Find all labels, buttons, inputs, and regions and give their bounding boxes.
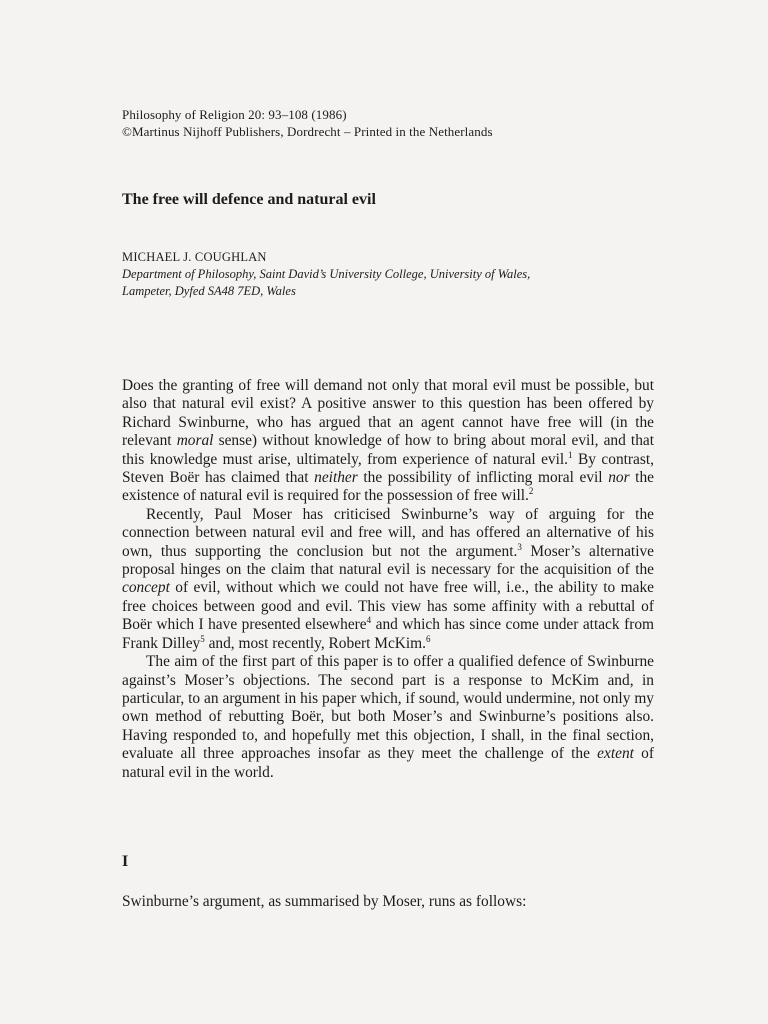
footnote-ref: 3	[517, 541, 522, 552]
text-run: the existence of natural evil is required for the possession of free will.	[122, 469, 654, 505]
text-run: of evil, without which we could not have free will, i.e., the ability to make free choices between good and evil. This view has some affinity with a rebuttal of Boër which I have presented elsewhere	[122, 579, 654, 634]
paragraph-3	[122, 653, 654, 782]
emphasis: moral	[176, 432, 214, 450]
text-run: Does the granting of free will demand not only that moral evil must be possible, but also that natural evil exist? A positive answer to this question has been offered by Richard Swinburne, who has argued that an agent cannot have free will (in the relevant	[122, 377, 654, 450]
publisher-line: ©Martinus Nijhoff Publishers, Dordrecht – Printed in the Netherlands	[122, 124, 493, 139]
text-run: The aim of the first part of this paper is to offer a qualified defence of Swinburne against’s Moser’s objections. The second part is a response to McKim and, in particular, to an argument in his paper which, if sound, would undermine, not only my own method of rebutting Boër, but both Moser’s and Swinburne’s positions also. Having responded to, and hopefully met this objection, I shall, in the final section, evaluate all three approaches insofar as they meet the challenge of the	[122, 653, 654, 763]
author-block	[122, 249, 530, 300]
text-run: Moser’s alternative proposal hinges on the claim that natural evil is necessary for the acquisition of the	[122, 542, 654, 579]
article-title: The free will defence and natural evil	[122, 191, 376, 208]
section-lead-sentence: Swinburne’s argument, as summarised by Moser, runs as follows:	[122, 893, 527, 910]
author-affiliation-line1: Department of Philosophy, Saint David’s University College, University of Wales,	[122, 267, 531, 281]
footnote-ref: 4	[366, 615, 372, 626]
text-run: sense) without knowledge of how to bring about moral evil, and that this knowledge must arise, ultimately, from experience of natural evil.	[122, 432, 654, 468]
text-run: and which has since come under attack from Frank Dilley	[122, 616, 654, 652]
journal-header	[122, 106, 493, 140]
emphasis: concept	[122, 579, 170, 597]
article-body	[122, 377, 654, 782]
text-run: and, most recently, Robert McKim.	[204, 634, 426, 652]
footnote-ref: 5	[200, 633, 205, 644]
author-affiliation-line2: Lampeter, Dyfed SA48 7ED, Wales	[122, 284, 296, 298]
emphasis: nor	[608, 469, 630, 487]
journal-citation: Philosophy of Religion 20: 93–108 (1986)	[122, 107, 347, 122]
emphasis: extent	[597, 745, 634, 763]
paragraph-2	[122, 506, 654, 653]
paragraph-1	[122, 377, 654, 506]
text-run: By contrast, Steven Boër has claimed that	[122, 450, 654, 487]
emphasis: neither	[314, 469, 358, 487]
author-name: MICHAEL J. COUGHLAN	[122, 250, 267, 264]
text-run: Recently, Paul Moser has criticised Swinburne’s way of arguing for the connection between natural evil and free will, and has offered an alternative of his own, thus supporting the conclusion but not the argument.	[122, 505, 654, 560]
footnote-ref: 6	[426, 633, 431, 644]
text-run: of natural evil in the world.	[122, 745, 655, 781]
section-heading: I	[122, 853, 129, 870]
footnote-ref: 2	[528, 486, 534, 497]
footnote-ref: 1	[568, 449, 573, 460]
text-run: the possibility of inflicting moral evil	[357, 469, 609, 487]
